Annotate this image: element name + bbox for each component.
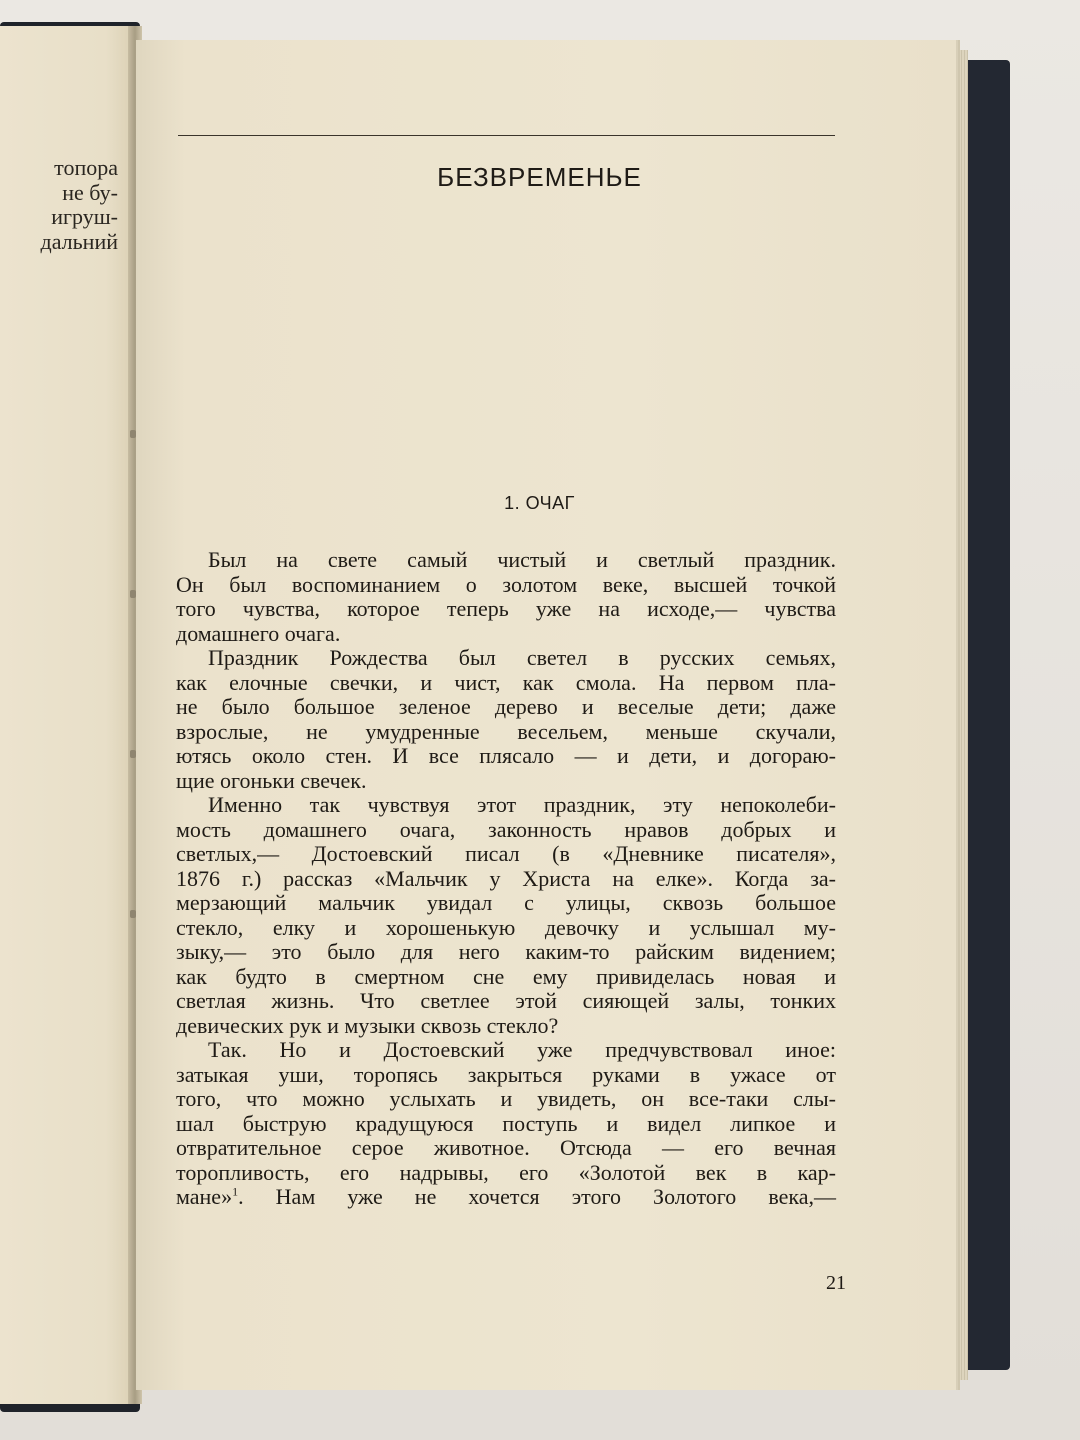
text-line: светлых,— Достоевский писал (в «Дневнике писателя»,	[176, 841, 836, 866]
text-line: мость домашнего очага, законность нравов добрых и	[176, 816, 836, 842]
left-text-line: топора	[54, 155, 118, 180]
text-line: мерзающий мальчик увидал с улицы, сквозь большое	[176, 890, 836, 915]
text-fragment: Нам уже не хочется этого Золотого века,—	[275, 1184, 836, 1209]
chapter-title: БЕЗВРЕМЕНЬЕ	[437, 162, 642, 192]
page-edge	[956, 50, 968, 1380]
text-line: светлая жизнь. Что светлее этой сияющей залы, тонких	[176, 988, 836, 1013]
text-line: Был на свете самый чистый и светлый праздник.	[208, 547, 836, 572]
text-line: домашнего очага.	[176, 620, 341, 646]
text-line: того, что можно услыхать и увидеть, он все-таки слы-	[176, 1086, 836, 1111]
text-line: щие огоньки свечек.	[176, 767, 367, 793]
footnote-marker: 1	[232, 1184, 239, 1199]
text-line: Именно так чувствуя этот праздник, эту непоколеби-	[208, 792, 836, 817]
text-line: 1876 г.) рассказ «Мальчик у Христа на елке». Когда за-	[176, 865, 836, 891]
left-page	[0, 26, 132, 1404]
text-line: как будто в смертном сне ему привиделась новая и	[176, 963, 836, 989]
page-number: 21	[826, 1272, 846, 1294]
text-line: взрослые, не умудренные весельем, меньше скучали,	[176, 718, 836, 744]
right-page	[136, 40, 956, 1390]
text-fragment: мане»	[176, 1184, 233, 1209]
left-text-line: не бу-	[62, 179, 118, 205]
text-line: как елочные свечки, и чист, как смола. На первом пла-	[176, 669, 836, 695]
text-line: затыкая уши, торопясь закрыться руками в ужасе от	[176, 1061, 836, 1087]
text-line: Он был воспоминанием о золотом веке, высшей точкой	[176, 571, 836, 597]
body-text	[176, 548, 836, 1210]
left-text-line: игруш-	[51, 204, 118, 229]
text-line: шал быструю крадущуюся поступь и видел липкое и	[176, 1110, 836, 1136]
text-line: не было большое зеленое дерево и веселые дети; даже	[176, 694, 836, 719]
header-rule	[178, 135, 835, 136]
text-line: того чувства, которое теперь уже на исходе,— чувства	[176, 596, 836, 621]
section-title: 1. ОЧАГ	[504, 493, 575, 513]
text-line: зыку,— это было для него каким-то райским видением;	[176, 939, 836, 964]
text-line: стекло, елку и хорошенькую девочку и услышал му-	[176, 914, 836, 940]
left-text-line: дальний	[40, 228, 118, 254]
text-line: ютясь около стен. И все плясало — и дети, и догораю-	[176, 743, 836, 768]
text-line: Праздник Рождества был светел в русских семьях,	[208, 645, 836, 670]
text-line: девических рук и музыки сквозь стекло?	[176, 1012, 559, 1038]
text-line: торопливость, его надрывы, его «Золотой век в кар-	[176, 1159, 836, 1185]
left-page-text	[0, 156, 118, 254]
text-line-with-footnote: мане»$^1$. Нам уже не хочется этого Золотого века,—	[176, 1184, 836, 1209]
text-line: отвратительное серое животное. Отсюда — его вечная	[176, 1135, 836, 1160]
text-line: Так. Но и Достоевский уже предчувствовал иное:	[208, 1037, 836, 1062]
